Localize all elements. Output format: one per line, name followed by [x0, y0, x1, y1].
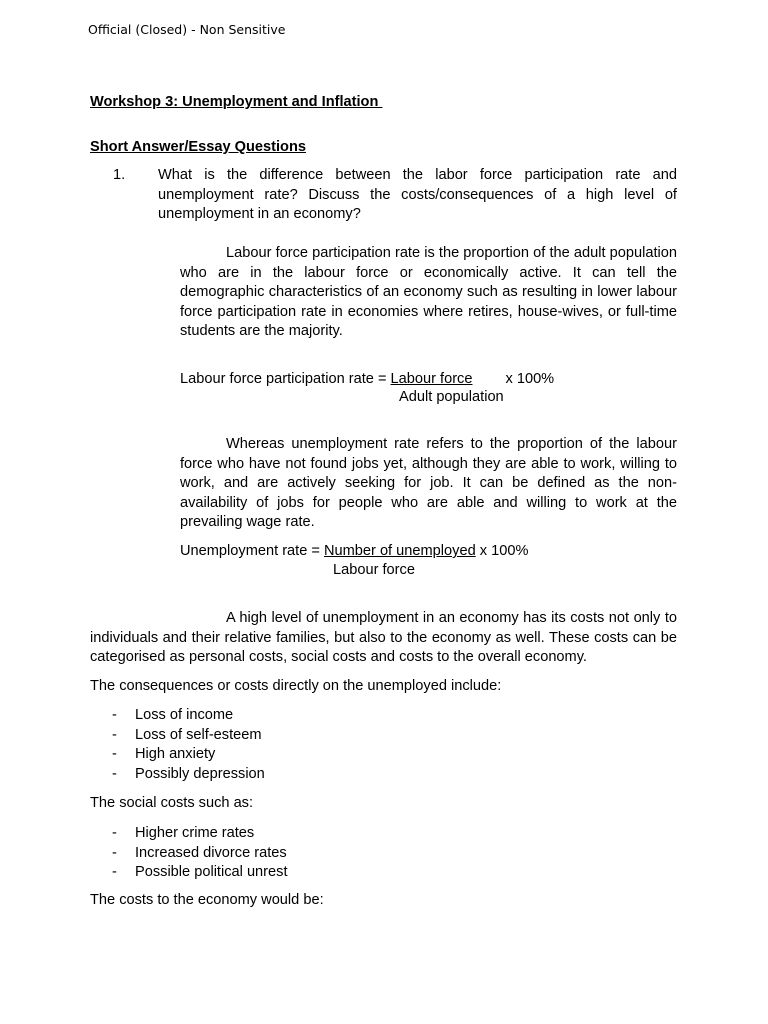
bullet-dash: -: [112, 825, 117, 841]
bullet-dash: -: [112, 707, 117, 723]
section-heading: Short Answer/Essay Questions: [90, 139, 306, 155]
lfpr-formula-numerator: Labour force: [390, 371, 473, 387]
ur-formula-multiplier: x 100%: [475, 543, 529, 559]
ur-formula-denominator: Labour force: [333, 562, 415, 578]
social-costs-intro: The social costs such as:: [90, 795, 254, 811]
lfpr-formula-lhs: Labour force participation rate =: [180, 371, 391, 387]
costs-paragraph: A high level of unemployment in an economy has its costs not only to individuals and their relative families, but also to the economy as well. These costs can be categorised as personal costs, social costs and costs to the overall economy.: [90, 610, 677, 665]
list-item-text: Possibly depression: [135, 765, 265, 782]
list-item-text: Higher crime rates: [135, 825, 255, 841]
bullet-dash: -: [112, 726, 117, 743]
economy-costs-intro: The costs to the economy would be:: [90, 892, 324, 908]
ur-paragraph: Whereas unemployment rate refers to the proportion of the labour force who have not found jobs yet, although they are able to work, willing to work, and are actively seeking for job. It can be defined as the non-availability of jobs for people who are able and willing to work at the prevailing wage rate.: [180, 436, 677, 530]
list-item-text: Loss of self-esteem: [135, 726, 262, 743]
question-number: 1.: [113, 167, 126, 183]
list-item-text: Increased divorce rates: [135, 844, 287, 861]
lfpr-formula: [180, 370, 554, 390]
classification-header: Official (Closed) - Non Sensitive: [88, 22, 286, 37]
bullet-dash: -: [112, 765, 117, 782]
ur-formula: [180, 542, 528, 562]
lfpr-paragraph: Labour force participation rate is the proportion of the adult population who are in the labour force or economically active. It can tell the demographic characteristics of an economy such as resulting in lower labour force participation rate in economies where retires, house-wives, or full-time students are the majority.: [180, 245, 677, 339]
list-item-text: Possible political unrest: [135, 864, 288, 880]
question-text: What is the difference between the labor force participation rate and unemployment rate? Discuss the costs/consequences of a high level of unemployment in an economy?: [158, 167, 677, 222]
lfpr-formula-denominator: Adult population: [399, 389, 504, 405]
bullet-dash: -: [112, 746, 117, 762]
document-title: Workshop 3: Unemployment and Inflation: [90, 94, 383, 110]
list-item-text: High anxiety: [135, 746, 216, 762]
ur-formula-lhs: Unemployment rate =: [180, 543, 324, 559]
bullet-dash: -: [112, 864, 117, 880]
lfpr-formula-multiplier: x 100%: [505, 371, 555, 387]
personal-costs-intro: The consequences or costs directly on the unemployed include:: [90, 678, 502, 694]
list-item-text: Loss of income: [135, 707, 234, 723]
bullet-dash: -: [112, 844, 117, 861]
ur-formula-numerator: Number of unemployed: [323, 543, 476, 559]
